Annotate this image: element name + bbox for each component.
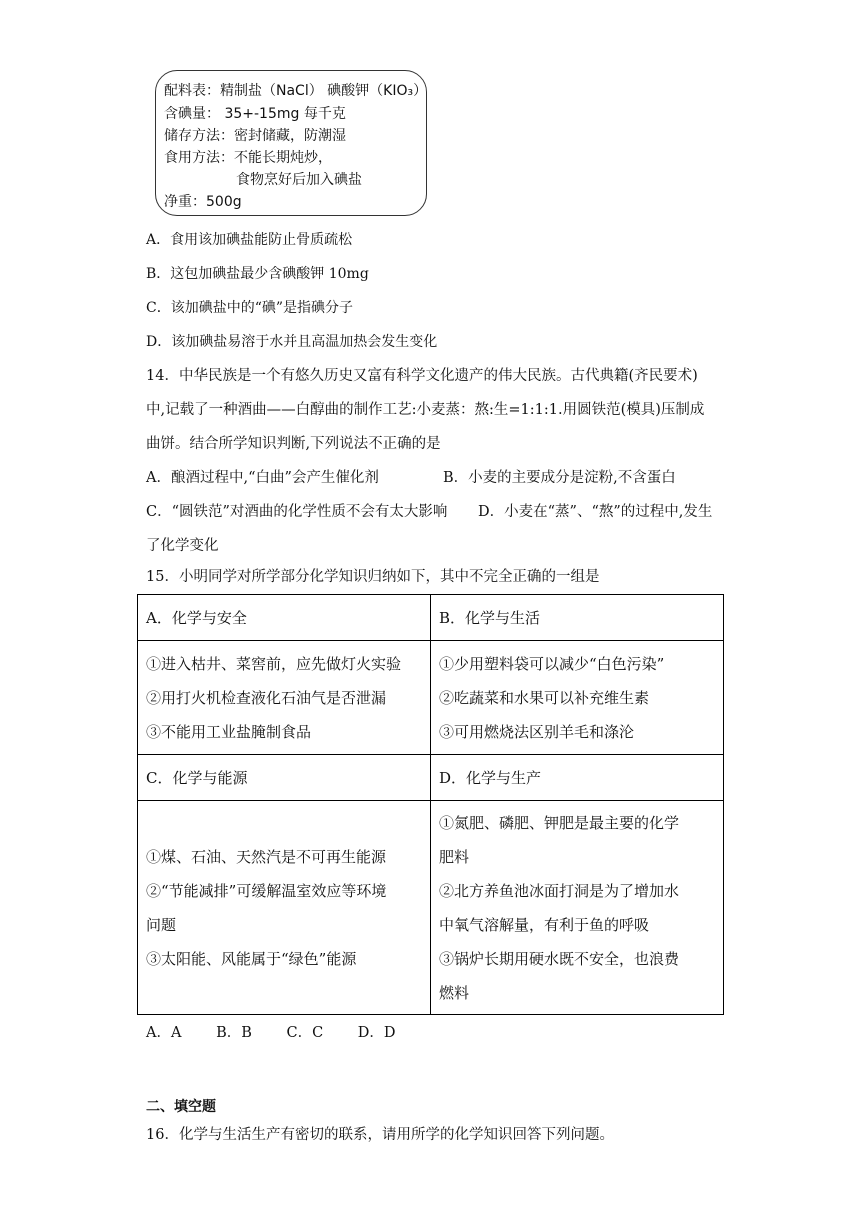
table-cell-b	[431, 641, 724, 755]
table-header-a: A．化学与安全	[138, 595, 431, 641]
table-cell-a	[138, 641, 431, 755]
q15-knowledge-table	[137, 594, 724, 1015]
q14-option-a: A．酿酒过程中,“白曲”会产生催化剂	[146, 470, 379, 486]
q15-stem: 15．小明同学对所学部分化学知识归纳如下，其中不完全正确的一组是	[146, 569, 600, 585]
b-item-3: ③可用燃烧法区别羊毛和涤沦	[439, 722, 635, 741]
q14-stem-line-3: 曲饼。结合所学知识判断,下列说法不正确的是	[146, 436, 441, 452]
b-item-2: ②吃蔬菜和水果可以补充维生素	[439, 688, 650, 707]
label-net-weight: 净重：500g	[164, 194, 242, 210]
a-item-2: ②用打火机检查液化石油气是否泄漏	[146, 688, 387, 707]
label-ingredients: 配料表：精制盐（NaCl） 碘酸钾（KIO₃）	[164, 83, 428, 99]
d-item-1: ①氮肥、磷肥、钾肥是最主要的化学	[439, 813, 680, 832]
q14-stem-line-1: 14．中华民族是一个有悠久历史又富有科学文化遗产的伟大民族。古代典籍(齐民要术)	[146, 368, 698, 384]
q15-option-d: D．D	[357, 1025, 396, 1041]
b-item-1: ①少用塑料袋可以减少“白色污染”	[439, 654, 665, 673]
salt-label-image	[155, 70, 427, 216]
table-cell-d	[431, 801, 724, 1015]
q15-option-a: A．A	[146, 1025, 182, 1041]
a-item-1: ①进入枯井、菜窖前，应先做灯火实验	[146, 654, 402, 673]
label-iodine-content: 含碘量： 35+-15mg 每千克	[164, 106, 346, 122]
section-title: 二、填空题	[146, 1099, 216, 1115]
d-item-3-cont: 燃料	[439, 983, 470, 1002]
d-item-3: ③锅炉长期用硬水既不安全，也浪费	[439, 949, 680, 968]
q13-option-c: C．该加碘盐中的“碘”是指碘分子	[146, 300, 354, 316]
q15-option-c: C．C	[286, 1025, 324, 1041]
d-item-1-cont: 肥料	[439, 847, 470, 866]
c-item-2-cont: 问题	[146, 915, 177, 934]
label-usage: 食用方法：不能长期炖炒，	[164, 150, 332, 166]
q13-option-a: A．食用该加碘盐能防止骨质疏松	[146, 232, 353, 248]
d-item-2-cont: 中氧气溶解量，有利于鱼的呼吸	[439, 915, 650, 934]
q13-option-b: B．这包加碘盐最少含碘酸钾 10mg	[146, 266, 369, 282]
q13-option-d: D．该加碘盐易溶于水并且高温加热会发生变化	[146, 334, 438, 350]
c-item-3: ③太阳能、风能属于“绿色”能源	[146, 949, 357, 968]
d-item-2: ②北方养鱼池冰面打洞是为了增加水	[439, 881, 680, 900]
c-item-2: ②“节能减排”可缓解温室效应等环境	[146, 881, 387, 900]
a-item-3: ③不能用工业盐腌制食品	[146, 722, 312, 741]
q14-option-d-cont: 了化学变化	[146, 538, 219, 554]
c-item-1: ①煤、石油、天然汽是不可再生能源	[146, 847, 387, 866]
table-header-b: B．化学与生活	[431, 595, 724, 641]
q14-option-c: C．“圆铁范”对酒曲的化学性质不会有太大影响	[146, 504, 448, 520]
table-cell-c	[138, 801, 431, 1015]
q16-stem: 16．化学与生活生产有密切的联系，请用所学的化学知识回答下列问题。	[146, 1127, 614, 1143]
label-storage: 储存方法：密封储藏，防潮湿	[164, 128, 346, 144]
q14-stem-line-2: 中,记载了一种酒曲——白醇曲的制作工艺:小麦蒸：熬:生=1:1:1.用圆铁范(模具)压制成	[146, 402, 705, 418]
label-usage-cont: 食物烹好后加入碘盐	[236, 172, 362, 188]
q15-option-b: B．B	[216, 1025, 252, 1041]
q14-option-d: D．小麦在“蒸”、“熬”的过程中,发生	[478, 504, 713, 520]
q15-options	[146, 1022, 426, 1044]
table-header-d: D．化学与生产	[431, 755, 724, 801]
table-header-c: C．化学与能源	[138, 755, 431, 801]
q14-option-b: B．小麦的主要成分是淀粉,不含蛋白	[443, 470, 676, 486]
